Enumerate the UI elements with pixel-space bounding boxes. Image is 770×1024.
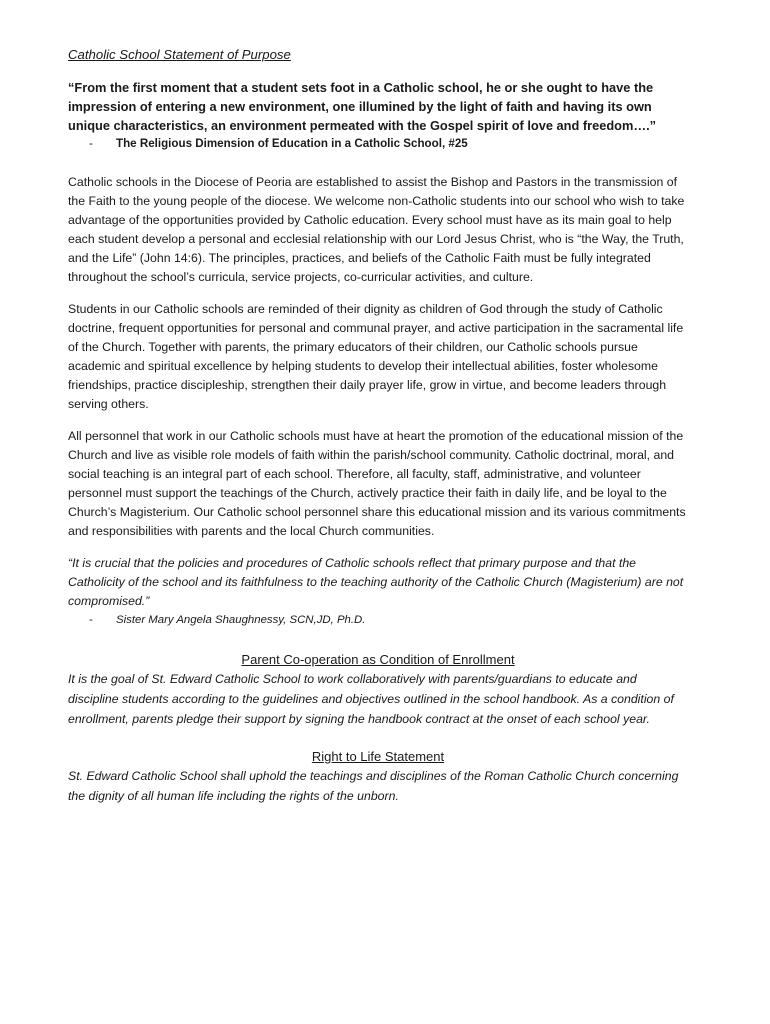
paragraph-students: Students in our Catholic schools are reminded of their dignity as children of God through the study of Catholic doctrine, frequent opportunities for personal and communal prayer, and active participation in the sacramental life of the Church. Together with parents, the primary educators of their children, our Catholic schools pursue academic and spiritual excellence by helping students to develop their intellectual abilities, foster wholesome friendships, practice discipleship, strengthen their daily prayer life, grow in virtue, and become leaders through serving others. xyxy=(68,302,684,411)
second-quote: “It is crucial that the policies and procedures of Catholic schools reflect that primary purpose and that the Catholicity of the school and its faithfulness to the teaching authority of the Catholic Church (Magisterium) are not compromised.” xyxy=(68,556,684,608)
section-text-parent-cooperation: It is the goal of St. Edward Catholic School to work collaboratively with parents/guardians to educate and discipline students according to the guidelines and objectives outlined in the school handbook. As a condition of enrollment, parents pledge their support by signing the handbook contract at the onset of each school year. xyxy=(68,672,674,726)
section-text-right-to-life: St. Edward Catholic School shall uphold the teachings and disciplines of the Roman Catholic Church concerning the dignity of all human life including the rights of the unborn. xyxy=(68,769,679,803)
opening-quote-attribution xyxy=(68,135,688,153)
paragraph-mission: Catholic schools in the Diocese of Peoria are established to assist the Bishop and Pastors in the transmission of the Faith to the young people of the diocese. We welcome non-Catholic students into our school who wish to take advantage of the opportunities provided by Catholic education. Every school must have as its main goal to help each student develop a personal and ecclesial relationship with our Lord Jesus Christ, who is “the Way, the Truth, and the Life” (John 14:6). The principles, practices, and beliefs of the Catholic Faith must be fully integrated throughout the school’s curricula, service projects, co-curricular activities, and culture. xyxy=(68,175,685,284)
second-quote-attribution xyxy=(68,611,688,629)
document-title: Catholic School Statement of Purpose xyxy=(68,47,291,62)
attribution-dash: - xyxy=(89,614,93,626)
document-page xyxy=(68,46,688,824)
section-heading-right-to-life: Right to Life Statement xyxy=(311,749,445,764)
paragraph-personnel: All personnel that work in our Catholic schools must have at heart the promotion of the educational mission of the Church and live as visible role models of faith within the parish/school community. Catholic doctrinal, moral, and social teaching is an integral part of each school. Therefore, all faculty, staff, administrative, and volunteer personnel must support the teachings of the Church, actively practice their faith in daily life, and be loyal to the Church’s Magisterium. Our Catholic school personnel share this educational mission and its various commitments and responsibilities with parents and the local Church communities. xyxy=(68,429,686,538)
attribution-dash: - xyxy=(89,137,93,150)
section-heading-parent-cooperation: Parent Co-operation as Condition of Enrollment xyxy=(241,652,515,667)
opening-quote-source: The Religious Dimension of Education in a Catholic School, #25 xyxy=(116,137,468,150)
opening-quote: “From the first moment that a student sets foot in a Catholic school, he or she ought to have the impression of entering a new environment, one illumined by the light of faith and having its own unique characteristics, an environment permeated with the Gospel spirit of love and freedom….” xyxy=(68,80,657,133)
second-quote-source: Sister Mary Angela Shaughnessy, SCN,JD, Ph.D. xyxy=(116,614,366,626)
